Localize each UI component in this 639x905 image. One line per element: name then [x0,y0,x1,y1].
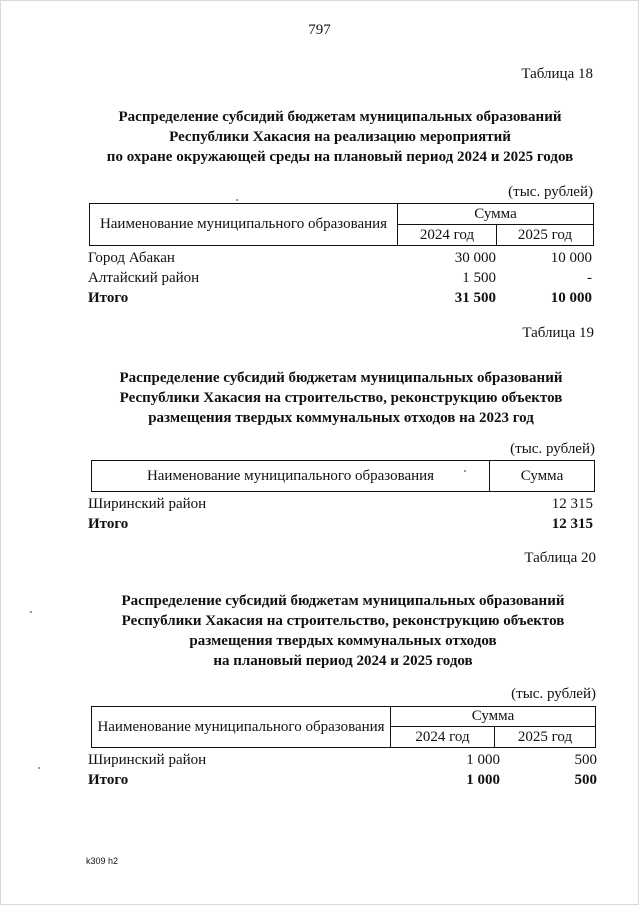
table-19-label: Таблица 19 [522,325,594,341]
table-20-label: Таблица 20 [524,550,596,566]
page-number: 797 [308,22,331,38]
total-value-sum: 12 315 [551,516,593,532]
table-row [88,750,598,770]
table-row [88,248,596,268]
total-row [88,514,596,534]
table-19-title [0,368,639,428]
total-value-2025: 500 [574,772,597,788]
scan-speck [30,611,32,613]
title-line: по охране окружающей среды на плановый период 2024 и 2025 годов [106,149,574,165]
total-row [88,770,598,790]
title-line: размещения твердых коммунальных отходов [189,633,497,649]
row-value-2024: 1 500 [462,270,496,286]
row-value-2024: 1 000 [466,752,500,768]
table-row [88,494,596,514]
table-20-header [91,706,596,748]
total-value-2024: 1 000 [466,772,500,788]
row-value-2025: 500 [574,752,597,768]
table-20-title [0,591,639,671]
row-name: Ширинский район [88,496,207,512]
row-value-2025: - [587,270,592,286]
title-line: Распределение субсидий бюджетам муниципальных образований [121,593,565,609]
row-name: Ширинский район [88,752,207,768]
header-year-2025: 2025 год [495,727,596,748]
table-19-units: (тыс. рублей) [510,441,595,457]
title-line: Республики Хакасия на реализацию мероприятий [169,129,511,145]
table-19-header [91,460,595,492]
header-name-cell: Наименование муниципального образования [92,707,391,748]
header-year-2025: 2025 год [497,225,594,246]
header-sum-cell: Сумма [391,707,596,727]
title-line: на плановый период 2024 и 2025 годов [213,653,473,669]
header-name-cell: Наименование муниципального образования [90,204,398,246]
total-row [88,288,596,308]
row-value-2025: 10 000 [550,250,592,266]
table-row [88,268,596,288]
title-line: Распределение субсидий бюджетам муниципальных образований [119,370,563,386]
row-value-sum: 12 315 [551,496,593,512]
header-year-2024: 2024 год [391,727,495,748]
title-line: размещения твердых коммунальных отходов на 2023 год [148,410,534,426]
row-value-2024: 30 000 [454,250,496,266]
scan-speck [236,199,238,201]
footer-code: k309 h2 [86,856,119,866]
total-value-2024: 31 500 [454,290,496,306]
row-name: Алтайский район [88,270,200,286]
table-18-header [89,203,594,246]
total-label: Итого [88,772,129,788]
title-line: Республики Хакасия на строительство, реконструкцию объектов [121,613,565,629]
table-18-label: Таблица 18 [521,66,593,82]
table-18-units: (тыс. рублей) [508,184,593,200]
total-label: Итого [88,516,129,532]
row-name: Город Абакан [88,250,175,266]
table-18-title [0,107,639,167]
scan-speck [464,470,466,472]
title-line: Республики Хакасия на строительство, реконструкцию объектов [119,390,563,406]
header-name-cell: Наименование муниципального образования [92,461,490,492]
table-20-units: (тыс. рублей) [511,686,596,702]
header-sum-cell: Сумма [490,461,595,492]
header-year-2024: 2024 год [398,225,497,246]
title-line: Распределение субсидий бюджетам муниципальных образований [118,109,562,125]
total-value-2025: 10 000 [550,290,592,306]
scan-speck [38,767,40,769]
total-label: Итого [88,290,129,306]
header-sum-cell: Сумма [398,204,594,225]
